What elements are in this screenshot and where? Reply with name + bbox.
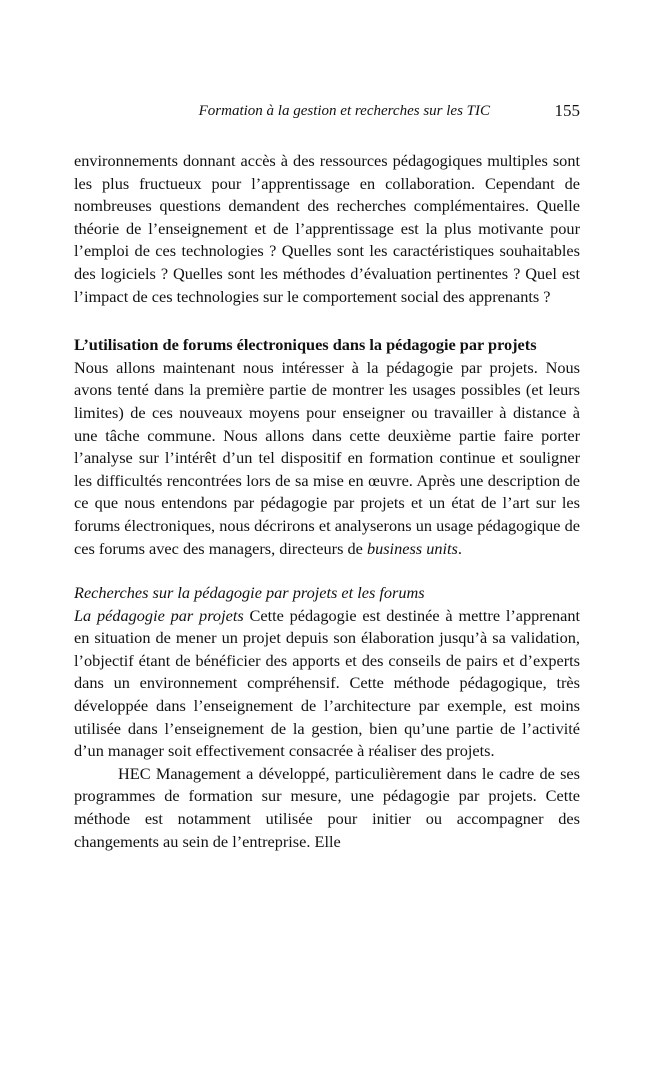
body-text: [74, 150, 580, 853]
paragraph-2-end: .: [457, 538, 462, 558]
running-head: [74, 98, 580, 124]
spacer: [74, 560, 580, 582]
paragraph-4: HEC Management a développé, particulièrement dans le cadre de ses programmes de formation sur mesure, une pédagogie par projets. Cette méthode est notamment utilisée pour initier ou accompagner des changements au sein de l’entreprise. Elle: [74, 763, 580, 851]
paragraph-3-text: Cette pédagogie est destinée à mettre l’apprenant en situation de mener un projet depuis son élaboration jusqu’à sa validation, l’objectif étant de bénéficier des apports et des conseils de pairs et d’experts dans un environnement compréhensif. Cette méthode pédagogique, très développée dans l’enseignement de l’architecture par exemple, est moins utilisée dans l’enseignement de la gestion, bien qu’une partie de l’activité d’un manager soit effectivement consacrée à réaliser des projets.: [74, 605, 580, 761]
page-number: 155: [554, 101, 580, 120]
paragraph-3: [74, 605, 580, 763]
paragraph-2-text: Nous allons maintenant nous intéresser à la pédagogie par projets. Nous avons tenté dans la première partie de montrer les usages possibles (et leurs limites) de ces nouveaux moyens pour enseigner ou travailler à distance à une tâche commune. Nous allons dans cette deuxième partie faire porter l’analyse sur l’intérêt d’un tel dispositif en formation continue et souligner les difficultés rencontrées lors de sa mise en œuvre. Après une description de ce que nous entendons par pédagogie par projets et un état de l’art sur les forums électroniques, nous décrirons et analyserons un usage pédagogique de ces forums avec des managers, directeurs de: [74, 357, 580, 558]
section-heading: L’utilisation de forums électroniques dans la pédagogie par projets: [74, 335, 537, 355]
paragraph-2-italic-term: business units: [366, 538, 458, 558]
subsection-heading: Recherches sur la pédagogie par projets et les forums: [74, 583, 425, 603]
running-head-title: Formation à la gestion et recherches sur les TIC: [198, 103, 490, 119]
paragraph-1: environnements donnant accès à des ressources pédagogiques multiples sont les plus fructueux pour l’apprentissage en collaboration. Cependant de nombreuses questions demandent des recherches complémentaires. Quelle théorie de l’enseignement et de l’apprentissage est la plus motivante pour l’emploi de ces technologies ? Quelles sont les caractéristiques souhaitables des logiciels ? Quelles sont les méthodes d’évaluation pertinentes ? Quel est l’impact de ces technologies sur le comportement social des apprenants ?: [74, 151, 580, 306]
spacer: [74, 308, 580, 334]
paragraph-3-lead-in: La pédagogie par projets: [74, 605, 244, 625]
paragraph-2: [74, 357, 580, 560]
